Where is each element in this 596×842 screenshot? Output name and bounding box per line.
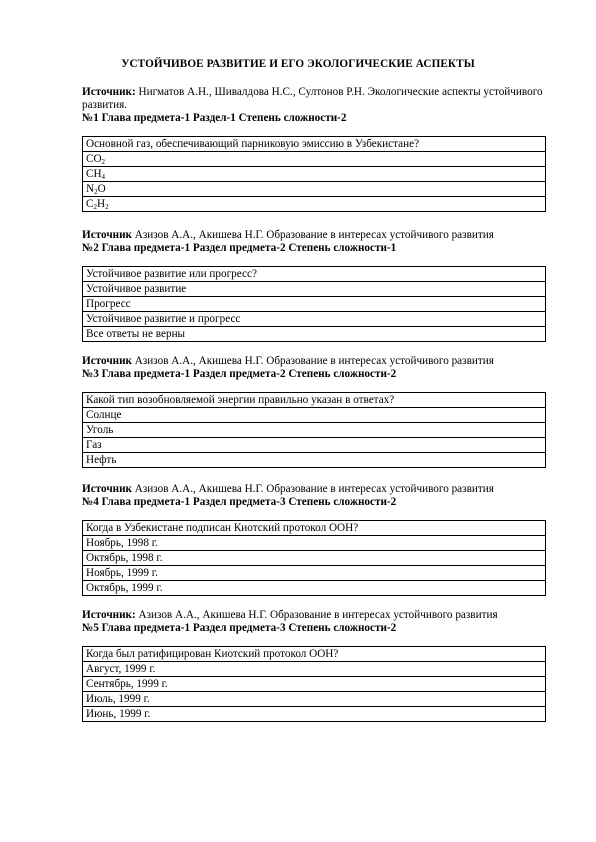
question-block-1 — [82, 86, 552, 212]
question-text: Устойчивое развитие или прогресс? — [83, 267, 546, 282]
answer-option: Ноябрь, 1998 г. — [83, 536, 546, 551]
source-line — [82, 355, 552, 368]
source-text: Азизов А.А., Акишева Н.Г. Образование в интересах устойчивого развития — [134, 483, 494, 495]
question-meta: №2 Глава предмета-1 Раздел предмета-2 Степень сложности-1 — [82, 242, 397, 254]
source-text: Азизов А.А., Акишева Н.Г. Образование в интересах устойчивого развития — [134, 229, 494, 241]
answer-option: Уголь — [83, 423, 546, 438]
question-meta: №4 Глава предмета-1 Раздел предмета-3 Степень сложности-2 — [82, 496, 397, 508]
source-line — [82, 483, 552, 496]
question-block-4 — [82, 483, 552, 596]
source-label: Источник: — [82, 609, 136, 621]
question-text: Когда в Узбекистане подписан Киотский протокол ООН? — [83, 521, 546, 536]
answer-option: Август, 1999 г. — [83, 662, 546, 677]
source-text: Нигматов А.Н., Шивалдова Н.С., Султонов Р.Н. Экологические аспекты устойчивого развития. — [82, 86, 543, 111]
answer-option: Ноябрь, 1999 г. — [83, 566, 546, 581]
question-meta: №3 Глава предмета-1 Раздел предмета-2 Степень сложности-2 — [82, 368, 397, 380]
answer-option: $C_2H_2$ — [83, 197, 546, 212]
answer-option: Все ответы не верны — [83, 327, 546, 342]
page-title: УСТОЙЧИВОЕ РАЗВИТИЕ И ЕГО ЭКОЛОГИЧЕСКИЕ АСПЕКТЫ — [121, 58, 475, 70]
question-text: Какой тип возобновляемой энергии правильно указан в ответах? — [83, 393, 546, 408]
question-block-5 — [82, 609, 552, 722]
answer-option: Солнце — [83, 408, 546, 423]
answer-option: Июль, 1999 г. — [83, 692, 546, 707]
source-text: Азизов А.А., Акишева Н.Г. Образование в интересах устойчивого развития — [134, 355, 494, 367]
answer-option: Июнь, 1999 г. — [83, 707, 546, 722]
question-meta: №1 Глава предмета-1 Раздел-1 Степень сложности-2 — [82, 112, 347, 124]
source-text: Азизов А.А., Акишева Н.Г. Образование в интересах устойчивого развития — [138, 609, 498, 621]
answer-option: Нефть — [83, 453, 546, 468]
question-text: Когда был ратифицирован Киотский протокол ООН? — [83, 647, 546, 662]
answer-option: Устойчивое развитие и прогресс — [83, 312, 546, 327]
source-label: Источник — [82, 483, 132, 495]
question-table — [82, 392, 546, 468]
answer-option: Октябрь, 1998 г. — [83, 551, 546, 566]
question-table — [82, 520, 546, 596]
source-line — [82, 86, 552, 112]
question-text: Основной газ, обеспечивающий парниковую эмиссию в Узбекистане? — [83, 137, 546, 152]
source-line — [82, 609, 552, 622]
answer-option: Устойчивое развитие — [83, 282, 546, 297]
question-meta: №5 Глава предмета-1 Раздел предмета-3 Степень сложности-2 — [82, 622, 397, 634]
answer-option: $N_2O$ — [83, 182, 546, 197]
answer-option: Газ — [83, 438, 546, 453]
answer-option: Сентябрь, 1999 г. — [83, 677, 546, 692]
question-block-2 — [82, 229, 552, 342]
source-line — [82, 229, 552, 242]
question-table — [82, 136, 546, 212]
answer-option: Прогресс — [83, 297, 546, 312]
answer-option: $CH_4$ — [83, 167, 546, 182]
question-table — [82, 266, 546, 342]
question-table — [82, 646, 546, 722]
source-label: Источник — [82, 355, 132, 367]
source-label: Источник — [82, 229, 132, 241]
answer-option: Октябрь, 1999 г. — [83, 581, 546, 596]
question-block-3 — [82, 355, 552, 468]
source-label: Источник: — [82, 86, 136, 98]
answer-option: $CO_2$ — [83, 152, 546, 167]
